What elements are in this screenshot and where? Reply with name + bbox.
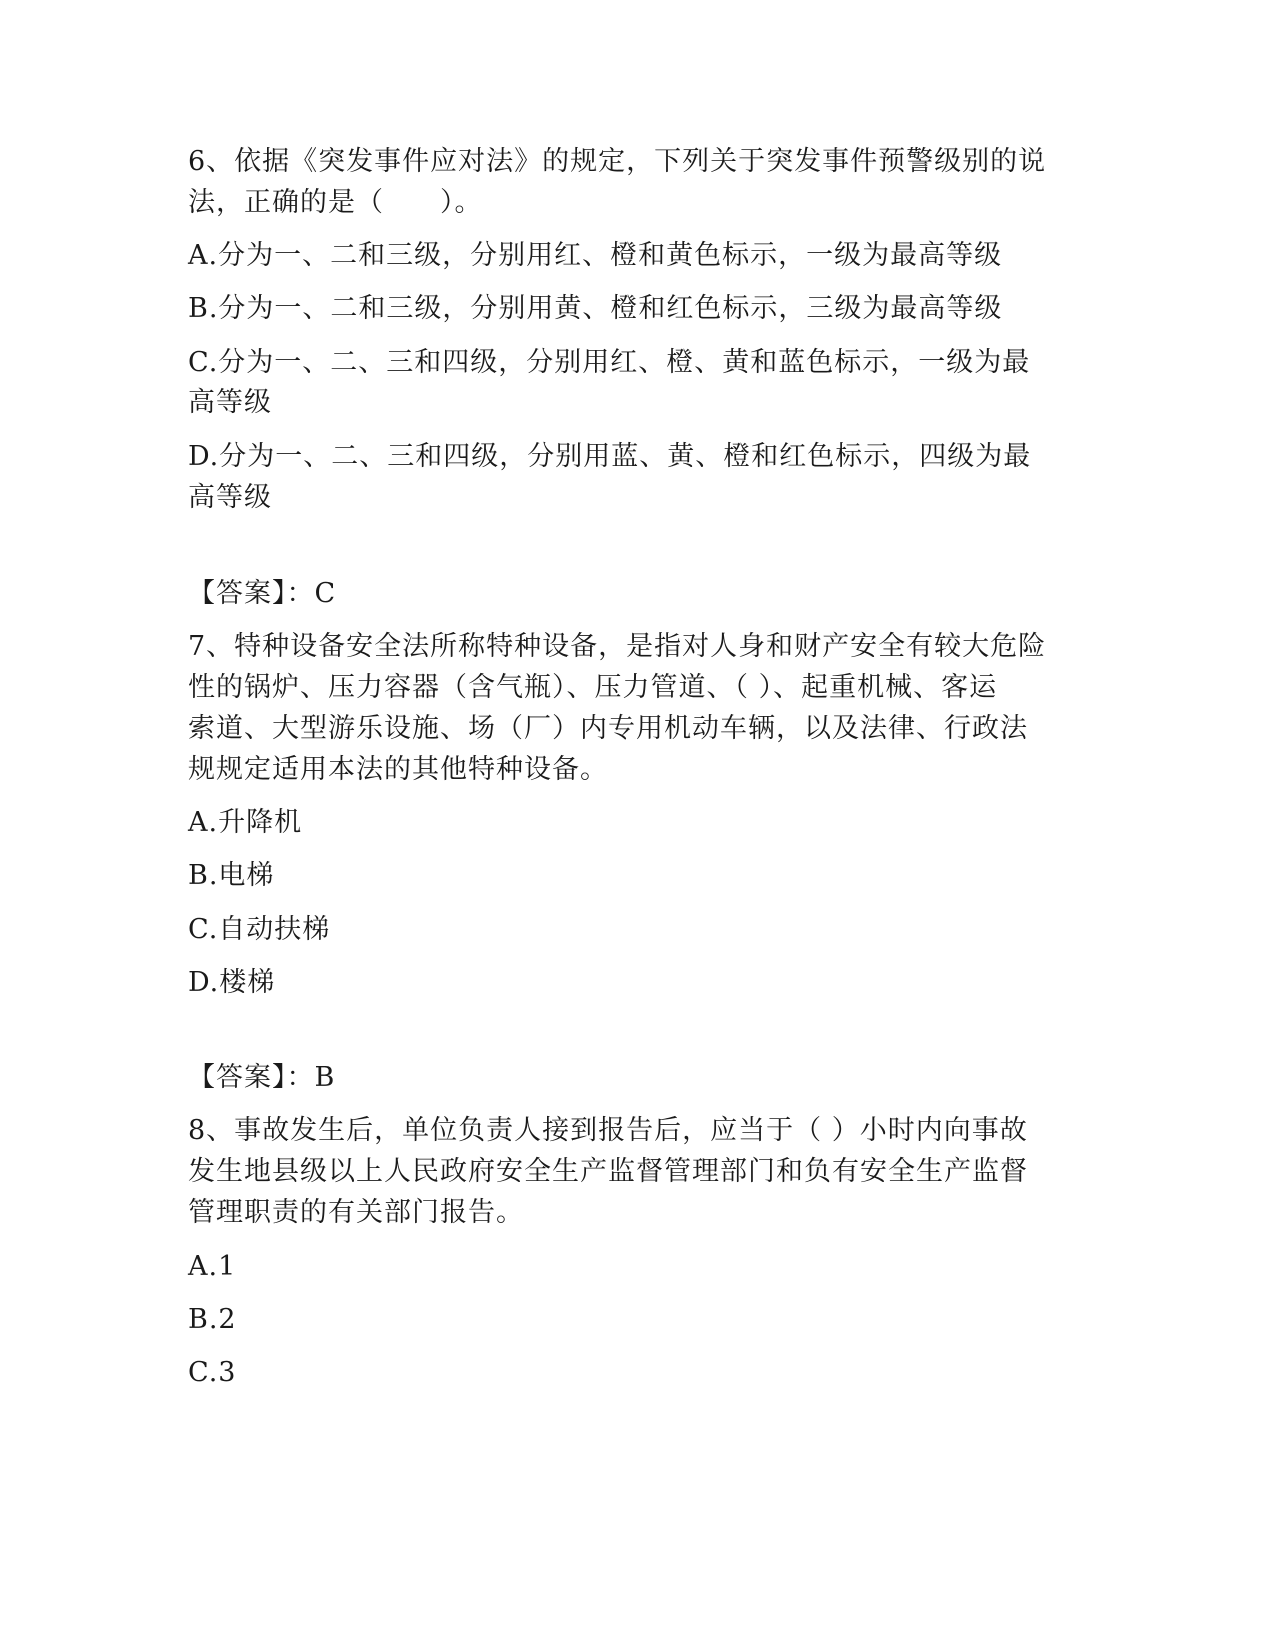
question-8-stem-line-2: 发生地县级以上人民政府安全生产监督管理部门和负有安全生产监督: [188, 1156, 1028, 1187]
question-7-option-b: B.电梯: [188, 860, 275, 891]
question-8-option-b: B.2: [188, 1304, 237, 1335]
question-8-stem-line-1: 8、事故发生后，单位负责人接到报告后，应当于（ ）小时内向事故: [188, 1115, 1028, 1146]
question-7-option-d: D.楼梯: [188, 967, 276, 998]
question-6-option-c-line-1: C.分为一、二、三和四级，分别用红、橙、黄和蓝色标示，一级为最: [188, 347, 1031, 378]
question-6-option-a: A.分为一、二和三级，分别用红、橙和黄色标示，一级为最高等级: [188, 240, 1003, 271]
question-6-stem-line-2: 法，正确的是（ ）。: [188, 187, 483, 218]
question-6-option-d-line-2: 高等级: [188, 482, 272, 513]
question-6-option-d-line-1: D.分为一、二、三和四级，分别用蓝、黄、橙和红色标示，四级为最: [188, 441, 1032, 472]
question-7-stem-line-1: 7、特种设备安全法所称特种设备，是指对人身和财产安全有较大危险: [188, 631, 1047, 662]
question-8-option-c: C.3: [188, 1357, 237, 1388]
question-8-stem-line-3: 管理职责的有关部门报告。: [188, 1197, 524, 1228]
question-7-option-a: A.升降机: [188, 807, 303, 838]
question-7-answer: 【答案】：B: [188, 1062, 336, 1093]
question-6-option-b: B.分为一、二和三级，分别用黄、橙和红色标示，三级为最高等级: [188, 293, 1003, 324]
question-6-option-c-line-2: 高等级: [188, 387, 272, 418]
question-7-stem-line-3: 索道、大型游乐设施、场（厂）内专用机动车辆，以及法律、行政法: [188, 713, 1028, 744]
question-6-stem-line-1: 6、依据《突发事件应对法》的规定，下列关于突发事件预警级别的说: [188, 146, 1047, 177]
question-8-option-a: A.1: [188, 1251, 237, 1282]
question-7-stem-line-4: 规规定适用本法的其他特种设备。: [188, 754, 608, 785]
question-7-stem-line-2: 性的锅炉、压力容器（含气瓶）、压力管道、（ ）、起重机械、客运: [188, 672, 998, 703]
question-6-answer: 【答案】：C: [188, 578, 337, 609]
question-7-option-c: C.自动扶梯: [188, 914, 331, 945]
